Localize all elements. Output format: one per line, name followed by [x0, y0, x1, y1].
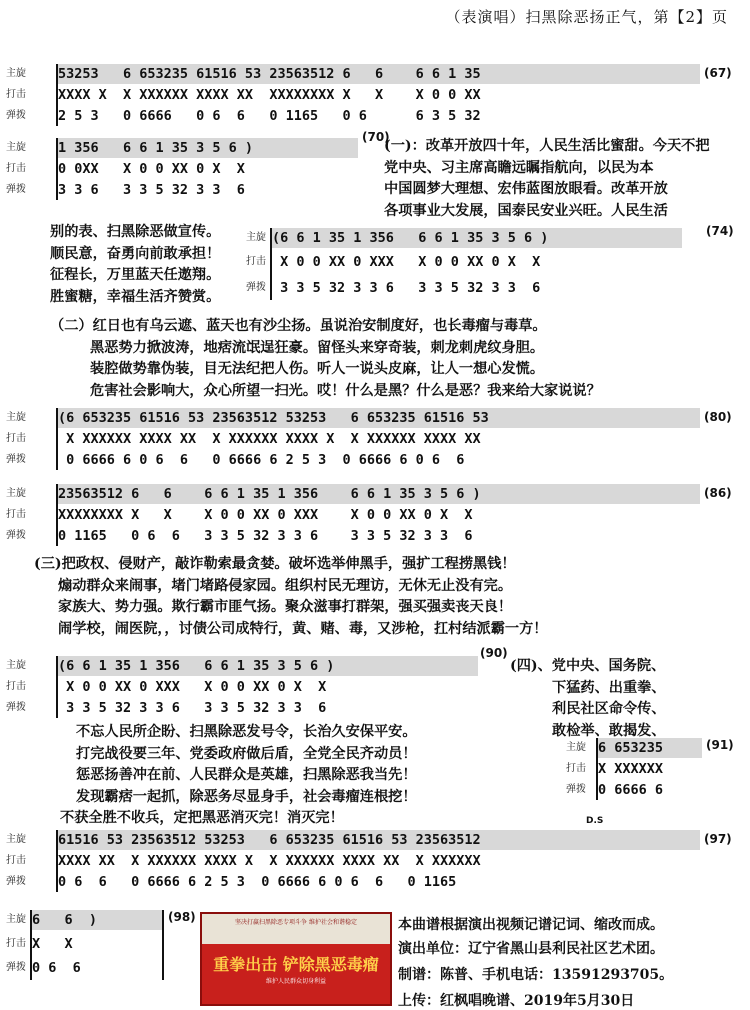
measure-number: (90)	[480, 646, 508, 660]
label-melody: 主旋	[246, 232, 266, 243]
melody-line: 6 6 )	[32, 910, 162, 930]
bass-line: 0 1165 0 6 6 3 3 5 32 3 3 6 3 3 5 32 3 3 6	[58, 528, 473, 544]
label-bass: 弹拨	[6, 184, 26, 195]
label-percussion: 打击	[6, 509, 26, 520]
verse-1-continued: 别的表、扫黑除恶做宣传。 顺民意，奋勇向前敢承担！ 征程长，万里蓝天任遨翔。 胜蜜糖，幸福生活齐赞赏。	[50, 224, 221, 305]
performer-info: 演出单位：辽宁省黑山县利民社区艺术团。	[398, 941, 664, 957]
measure-number: (74)	[706, 224, 734, 238]
measure-number: (67)	[704, 66, 732, 80]
bass-line: 3 3 5 32 3 3 6 3 3 5 32 3 3 6	[58, 700, 327, 716]
label-bass: 弹拨	[6, 110, 26, 121]
bass-line: 3 3 6 3 3 5 32 3 3 6	[58, 182, 245, 198]
label-melody: 主旋	[6, 488, 26, 499]
label-percussion: 打击	[566, 763, 586, 774]
label-melody: 主旋	[6, 914, 26, 925]
melody-line: 6 653235	[598, 738, 702, 758]
label-melody: 主旋	[6, 68, 26, 79]
label-melody: 主旋	[6, 412, 26, 423]
bass-line: 2 5 3 0 6666 0 6 6 0 1165 0 6 6 3 5 32	[58, 108, 481, 124]
measure-number: (97)	[704, 832, 732, 846]
melody-line: 53253 6 653235 61516 53 23563512 6 6 6 6 1 35	[58, 64, 700, 84]
verse-2: （二）红日也有乌云遮、蓝天也有沙尘扬。虽说治安制度好，也长毒瘤与毒草。 黑恶势力掀波涛，地痞流氓逞狂豪。留怪头来穿奇装，刺龙刺虎纹身胆。 装腔做势靠伪装，目无法纪把人伤。听人一说头皮麻，让人一想心发慌。 危害社会影响大，众心所望一扫光。哎！什么是黑？什么是恶？我来给大家说说？	[50, 318, 601, 399]
label-bass: 弹拨	[6, 702, 26, 713]
label-percussion: 打击	[6, 938, 26, 949]
verse-3: (三)把政权、侵财产，敲诈勒索最贪婪。破坏选举伸黑手，强扩工程捞黑钱！ 煽动群众来闹事，堵门堵路侵家园。组织村民无理访，无休无止没有完。 家族大、势力强。欺行霸市匪气扬。聚众滋事打群架，强买强卖丧天良！ 闹学校，闹医院，，讨债公司成特行，黄、赌、毒，又涉枪，扛村结派霸一方！	[34, 556, 548, 637]
percussion-line: X XXXXXX	[598, 761, 664, 777]
melody-line: 61516 53 23563512 53253 6 653235 61516 53 23563512	[58, 830, 700, 850]
percussion-line: 0 0XX X 0 0 XX 0 X X	[58, 161, 245, 177]
label-melody: 主旋	[566, 742, 586, 753]
melody-line: 1 356 6 6 1 35 3 5 6 )	[58, 138, 358, 158]
label-bass: 弹拨	[6, 962, 26, 973]
label-bass: 弹拨	[6, 530, 26, 541]
verse-4-continued: 不忘人民所企盼、扫黑除恶发号令，长治久安保平安。 打完战役要三年、党委政府做后盾，全党全民齐动员！ 惩恶扬善冲在前、人民群众是英雄，扫黑除恶我当先！ 发现霸痞一起抓，除恶务尽显身手，社会毒瘤连根挖！ 不获全胜不收兵，定把黑恶消灭完！消灭完！	[60, 724, 417, 826]
label-bass: 弹拨	[246, 282, 266, 293]
melody-line: (6 653235 61516 53 23563512 53253 6 653235 61516 53	[58, 408, 700, 428]
info-note: 本曲谱根据演出视频记谱记词、缩改而成。	[398, 917, 664, 933]
label-percussion: 打击	[6, 681, 26, 692]
melody-line: (6 6 1 35 1 356 6 6 1 35 3 5 6 )	[272, 228, 682, 248]
percussion-line: X 0 0 XX 0 XXX X 0 0 XX 0 X X	[58, 679, 327, 695]
bass-line: 0 6 6	[32, 960, 81, 976]
label-percussion: 打击	[6, 163, 26, 174]
label-bass: 弹拨	[6, 876, 26, 887]
percussion-line: X X	[32, 936, 73, 952]
bass-line: 0 6666 6 0 6 6 0 6666 6 2 5 3 0 6666 6 0 6 6	[58, 452, 465, 468]
percussion-line: XXXX XX X XXXXXX XXXX X X XXXXXX XXXX XX X XXXXXX	[58, 853, 481, 869]
bass-line: 3 3 5 32 3 3 6 3 3 5 32 3 3 6	[272, 280, 541, 296]
percussion-line: X 0 0 XX 0 XXX X 0 0 XX 0 X X	[272, 254, 541, 270]
verse-4: (四)、党中央、国务院、 下猛药、出重拳、 利民社区命令传、 敢检举、敢揭发、	[510, 658, 666, 739]
ds-mark: D.S	[586, 816, 604, 826]
verse-1: (一)：改革开放四十年，人民生活比蜜甜。今天不把 党中央、习主席高瞻远瞩指航向，以民为本 中国圆梦大理想、宏伟蓝图放眼看。改革开放 各项事业大发展，国泰民安业兴旺。人民生活	[384, 138, 710, 219]
percussion-line: XXXX X X XXXXXX XXXX XX XXXXXXXX X X X 0 0 XX	[58, 87, 481, 103]
bass-line: 0 6666 6	[598, 782, 664, 798]
label-bass: 弹拨	[566, 784, 586, 795]
label-melody: 主旋	[6, 660, 26, 671]
measure-number: (70)	[362, 130, 390, 144]
measure-number: (98)	[168, 910, 196, 924]
page-header: （表演唱）扫黑除恶扬正气，第【2】页	[445, 8, 728, 26]
measure-number: (80)	[704, 410, 732, 424]
bass-line: 0 6 6 0 6666 6 2 5 3 0 6666 6 0 6 6 0 1165	[58, 874, 457, 890]
percussion-line: XXXXXXXX X X X 0 0 XX 0 XXX X 0 0 XX 0 X X	[58, 507, 473, 523]
melody-line: (6 6 1 35 1 356 6 6 1 35 3 5 6 )	[58, 656, 478, 676]
measure-number: (86)	[704, 486, 732, 500]
percussion-line: X XXXXXX XXXX XX X XXXXXX XXXX X X XXXXXX XXXX XX	[58, 431, 481, 447]
upload-info: 上传：红枫唱晚谱、2019年5月30日	[398, 993, 635, 1009]
composer-contact: 制谱：陈普、手机电话：13591293705。	[398, 967, 674, 983]
label-percussion: 打击	[6, 89, 26, 100]
label-percussion: 打击	[6, 855, 26, 866]
measure-number: (91)	[706, 738, 734, 752]
melody-line: 23563512 6 6 6 6 1 35 1 356 6 6 1 35 3 5 6 )	[58, 484, 700, 504]
label-bass: 弹拨	[6, 454, 26, 465]
label-melody: 主旋	[6, 834, 26, 845]
label-melody: 主旋	[6, 142, 26, 153]
label-percussion: 打击	[246, 256, 266, 267]
campaign-poster-image: 坚决打赢扫黑除恶专项斗争 维护社会和谐稳定 重拳出击 铲除黑恶毒瘤 维护人民群众切身利益	[200, 912, 392, 1006]
label-percussion: 打击	[6, 433, 26, 444]
